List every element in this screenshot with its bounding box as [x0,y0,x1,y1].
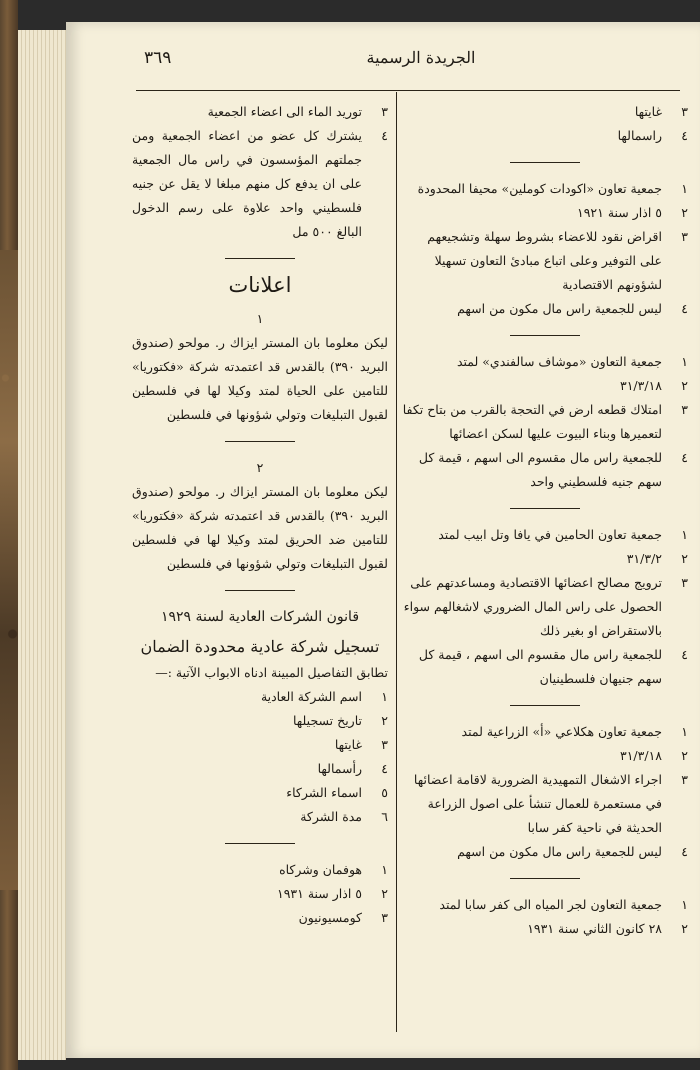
list-item: ٣ ترويج مصالح اعضائها الاقتصادية ومساعدتهم على الحصول على راس المال الضروري لاشغالهم سواء بالاستقراض او بغير ذلك [403,575,688,638]
list-item: ٤ للجمعية راس مال مقسوم الى اسهم ، قيمة كل سهم جنيهان فلسطينيان [418,647,688,686]
separator [225,590,295,591]
list-item: ٤ يشترك كل عضو من اعضاء الجمعية ومن جملتهم المؤسسون في راس مال الجمعية على ان يدفع كل منهم مبلغا لا يقل عن جنيه فلسطيني واحد علاوة على رسم الدخول البالغ ٥٠٠ مل [132,128,388,239]
announcements-heading: اعلانات [228,273,292,297]
list-item: ٣ امتلاك قطعه ارض في التحجة بالقرب من بتاح تكفا لتعميرها وبناء البيوت عليها لسكن اعضائها [402,402,688,441]
separator [510,335,580,336]
list-item: ١ جمعية التعاون «موشاف سالفندي» لمتد [456,354,688,369]
list-item: ٤ راسمالها [617,128,688,143]
separator [510,705,580,706]
page-edges [18,30,66,1060]
list-item: ١ جمعية تعاون «اكودات كوملين» محيفا المحدودة [417,181,688,196]
intro-text: تطابق التفاصيل المبينة ادناه الابواب الآتية :— [155,665,388,680]
list-item: ٦ مدة الشركة [300,809,388,824]
list-item: ١ جمعية التعاون لجر المياه الى كفر سابا لمتد [439,897,688,912]
notice-text: ليكن معلوما بان المستر ايزاك ر. مولحو (صندوق البريد ٣٩٠) بالقدس قد اعتمدته شركة «فكتوريا» للتامين على الحياة لمتد وكيلا لها في فلسطين لقبول التبليغات وتولي شؤونها في فلسطين [132,335,388,422]
list-item: ٣ اقراض نقود للاعضاء بشروط سهلة وتشجيعهم على التوفير وعلى اتباع مبادئ التعاون تسهيلا لشؤونهم الاقتصادية [427,229,688,292]
separator [225,441,295,442]
list-item: ٢ ٥ اذار سنة ١٩٣١ [277,886,388,901]
column-divider [396,92,397,1032]
list-item: ٣ توريد الماء الى اعضاء الجمعية [207,104,388,119]
law-title: قانون الشركات العادية لسنة ١٩٢٩ [160,609,360,625]
list-item: ٣ كومسيونيون [298,910,388,925]
list-item: ٣ اجراء الاشغال التمهيدية الضرورية لاقامة اعضائها في مستعمرة للعمال تنشأ على اصول الزراعة الحديثة في ناحية كفر سابا [413,772,688,835]
list-item: ٤ رأسمالها [317,761,388,776]
list-item: ٤ ليس للجمعية راس مال مكون من اسهم [457,301,688,316]
list-item: ١ جمعية تعاون الحامين في يافا وتل ابيب لمتد [438,527,688,542]
list-item: ٢ ٣١/٣/٢ [626,551,688,566]
list-item: ٣ غايتها [634,104,688,119]
separator [510,878,580,879]
notice-number: ١ [256,311,264,326]
list-item: ٢ ٥ اذار سنة ١٩٢١ [577,205,688,220]
left-column [132,100,388,930]
list-item: ١ اسم الشركة العادية [260,689,388,704]
gazette-title: الجريدة الرسمية [366,48,476,67]
separator [225,258,295,259]
list-item: ٢ ٣١/٣/١٨ [620,378,688,393]
separator [510,162,580,163]
header-rule [136,90,680,91]
marbled-cover [0,250,18,890]
notice-text: ليكن معلوما بان المستر ايزاك ر. مولحو (صندوق البريد ٣٩٠) بالقدس قد اعتمدته شركة «فكتوريا» للتامين ضد الحريق لمتد وكيلا لها في فلسطين لقبول التبليغات وتولي شؤونها في فلسطين [132,484,388,571]
list-item: ٤ للجمعية راس مال مقسوم الى اسهم ، قيمة كل سهم جنيه فلسطيني واحد [418,450,688,489]
list-item: ٢ ٣١/٣/١٨ [620,748,688,763]
page-header [66,48,700,78]
separator [225,843,295,844]
separator [510,508,580,509]
registration-title: تسجيل شركة عادية محدودة الضمان [140,637,380,656]
list-item: ١ جمعية تعاون هكلاعي «أ» الزراعية لمتد [461,724,688,739]
list-item: ٥ اسماء الشركاء [286,785,388,800]
gazette-page [66,22,700,1058]
list-item: ٢ ٢٨ كانون الثاني سنة ١٩٣١ [527,921,688,936]
notice-number: ٢ [256,460,264,475]
page-number: ٣٦٩ [144,48,172,68]
list-item: ١ هوفمان وشركاه [279,862,388,877]
list-item: ٣ غايتها [334,737,388,752]
list-item: ٤ ليس للجمعية راس مال مكون من اسهم [457,844,688,859]
list-item: ٢ تاريخ تسجيلها [292,713,388,728]
right-column [402,100,688,941]
